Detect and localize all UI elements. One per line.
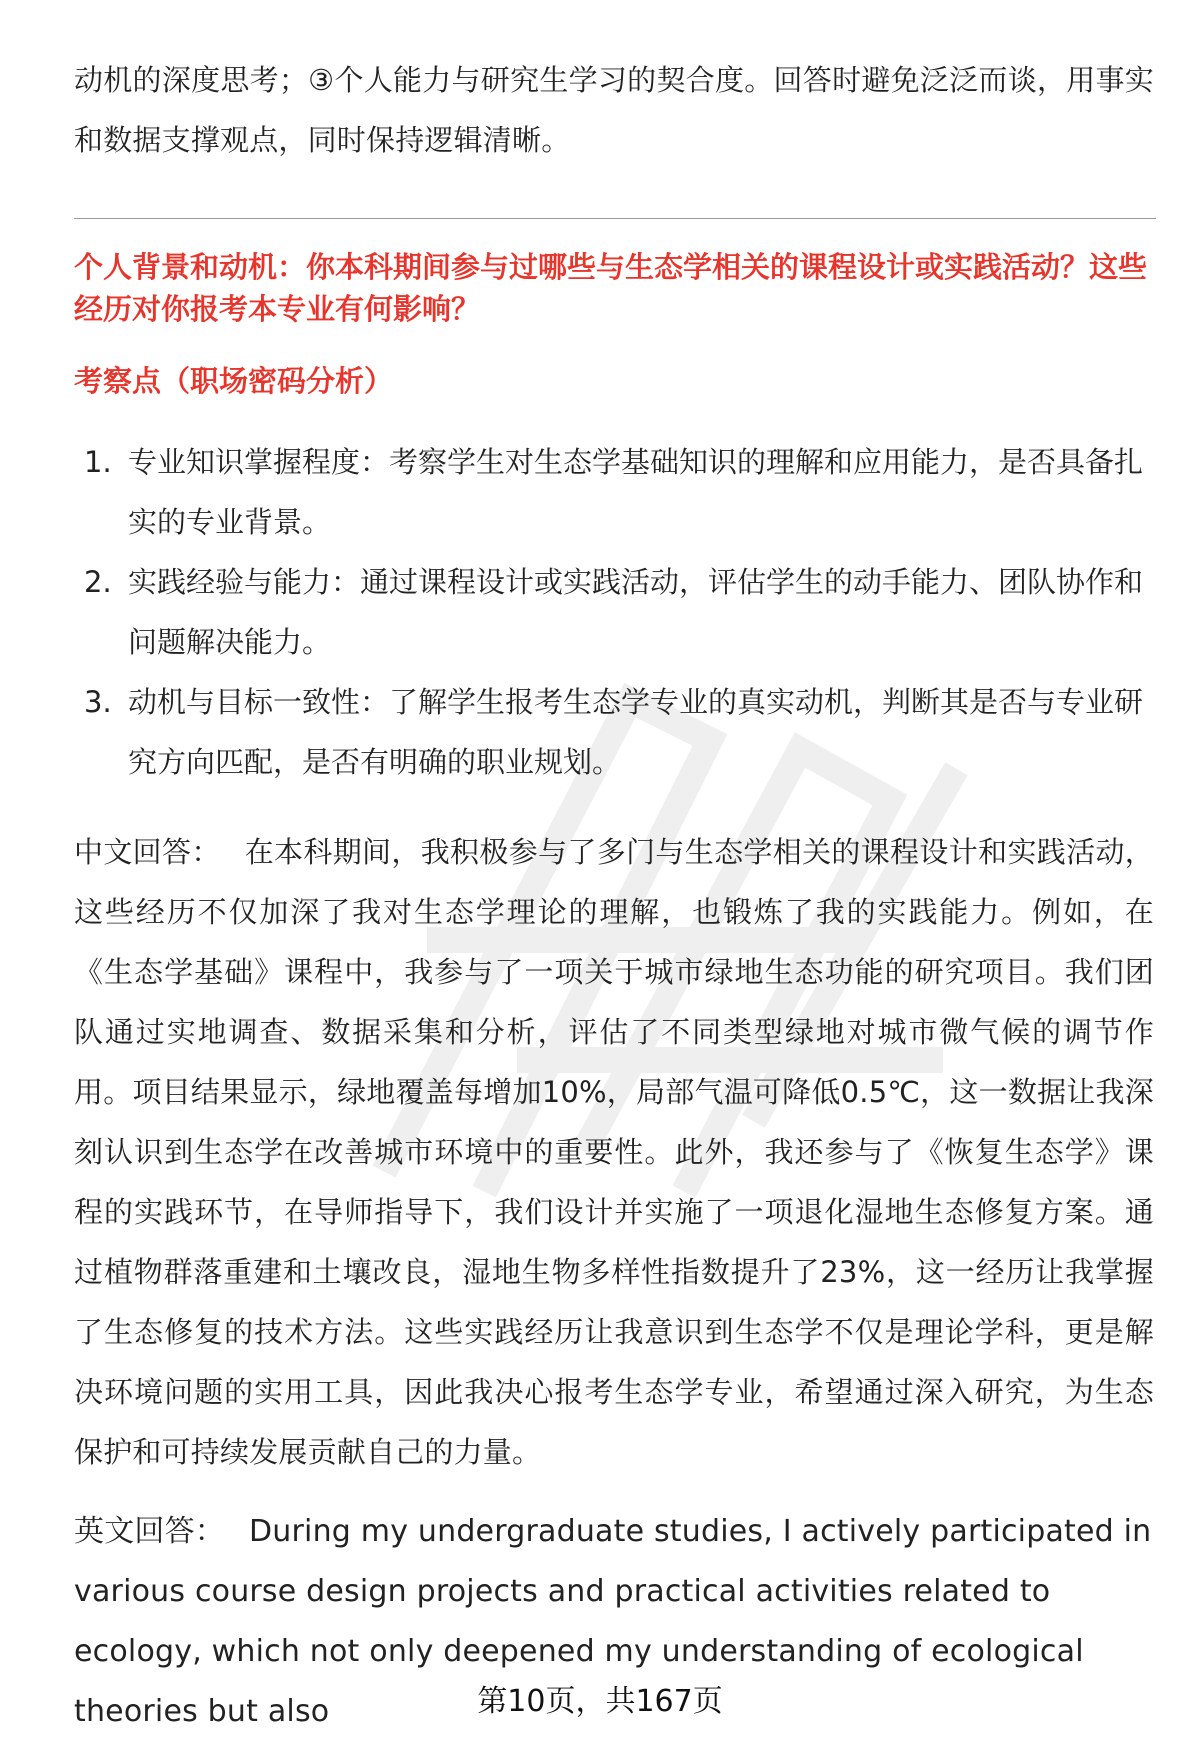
english-answer-label: 英文回答： xyxy=(74,1514,225,1549)
interview-question: 个人背景和动机：你本科期间参与过哪些与生态学相关的课程设计或实践活动？这些经历对你报考本专业有何影响？ xyxy=(74,250,1148,326)
focus-points-list xyxy=(74,432,1156,792)
focus-point-number: 2. xyxy=(84,565,112,599)
focus-point-text: 实践经验与能力：通过课程设计或实践活动，评估学生的动手能力、团队协作和问题解决能力。 xyxy=(128,565,1144,659)
focus-heading: 考察点（职场密码分析） xyxy=(74,364,394,398)
chinese-answer-label: 中文回答： xyxy=(74,835,221,869)
focus-point-number: 1. xyxy=(84,445,112,479)
section-divider xyxy=(74,218,1156,219)
chinese-answer xyxy=(74,822,1154,1482)
chinese-answer-text: 在本科期间，我积极参与了多门与生态学相关的课程设计和实践活动，这些经历不仅加深了我对生态学理论的理解，也锻炼了我的实践能力。例如，在《生态学基础》课程中，我参与了一项关于城市绿地生态功能的研究项目。我们团队通过实地调查、数据采集和分析，评估了不同类型绿地对城市微气候的调节作用。项目结果显示，绿地覆盖每增加10%，局部气温可降低0.5℃，这一数据让我深刻认识到生态学在改善城市环境中的重要性。此外，我还参与了《恢复生态学》课程的实践环节，在导师指导下，我们设计并实施了一项退化湿地生态修复方案。通过植物群落重建和土壤改良，湿地生物多样性指数提升了23%，这一经历让我掌握了生态修复的技术方法。这些实践经历让我意识到生态学不仅是理论学科，更是解决环境问题的实用工具，因此我决心报考生态学专业，希望通过深入研究，为生态保护和可持续发展贡献自己的力量。 xyxy=(74,835,1154,1469)
english-answer-text: During my undergraduate studies, I actively participated in various course design projects and practical activities related to ecology, which not only deepened my understanding of ecological theories but also xyxy=(74,1514,1152,1729)
page-number-footer: 第10页，共167页 xyxy=(477,1684,723,1719)
intro-paragraph: 动机的深度思考；③个人能力与研究生学习的契合度。回答时避免泛泛而谈，用事实和数据支撑观点，同时保持逻辑清晰。 xyxy=(74,63,1154,157)
focus-point-text: 专业知识掌握程度：考察学生对生态学基础知识的理解和应用能力，是否具备扎实的专业背景。 xyxy=(128,445,1144,539)
focus-point-text: 动机与目标一致性：了解学生报考生态学专业的真实动机，判断其是否与专业研究方向匹配，是否有明确的职业规划。 xyxy=(128,685,1144,779)
focus-point xyxy=(74,552,1156,672)
focus-point-number: 3. xyxy=(84,685,112,719)
focus-point xyxy=(74,432,1156,552)
focus-point xyxy=(74,672,1156,792)
